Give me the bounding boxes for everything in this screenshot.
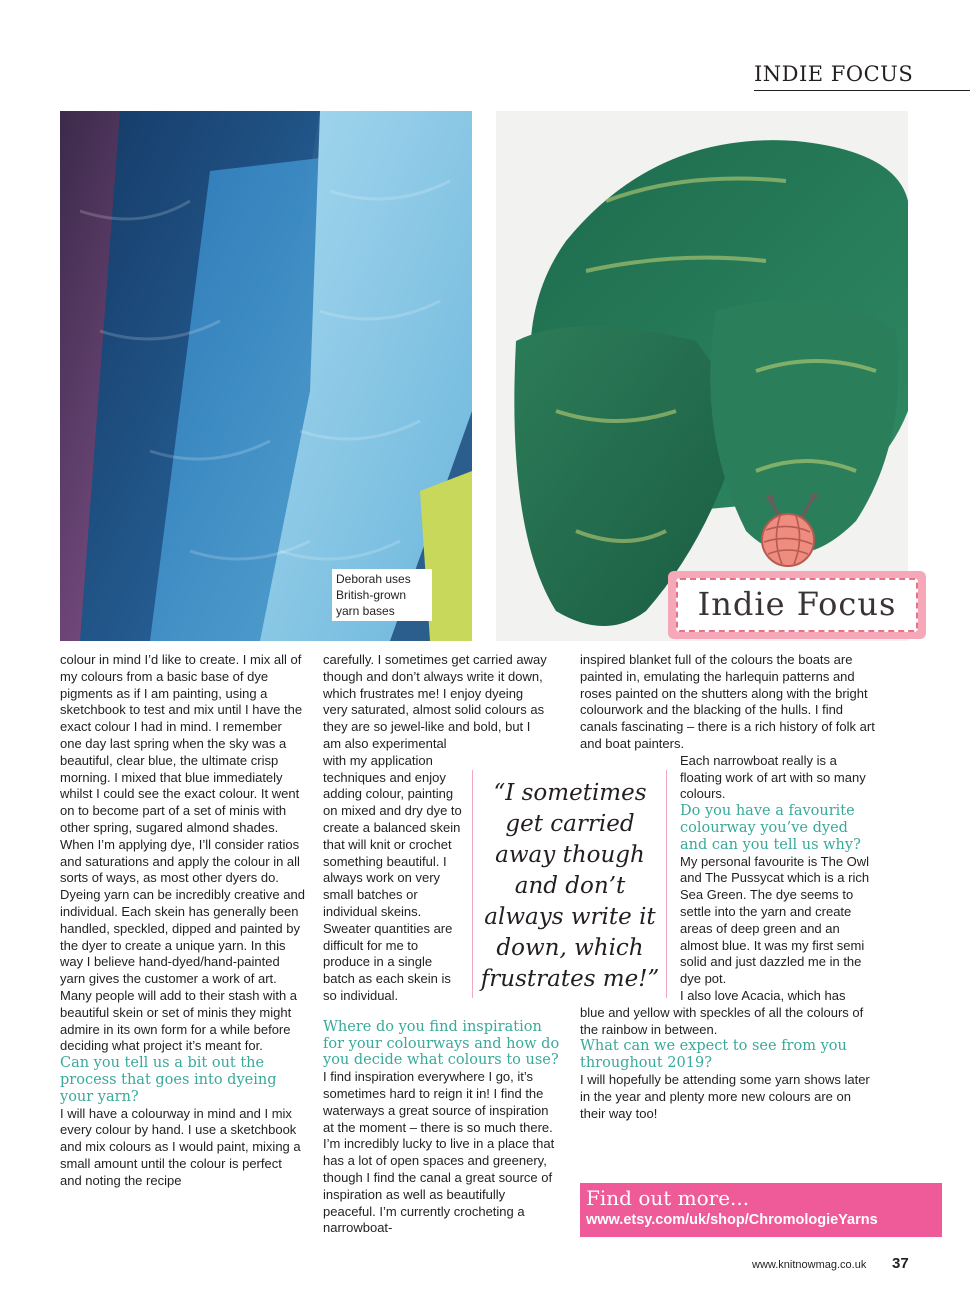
find-out-more-title: Find out more... xyxy=(586,1186,750,1210)
pull-quote: “I sometimes get carried away though and don’t always write it down, which frustrates me!” xyxy=(480,780,660,992)
blue-yarn-photo xyxy=(60,111,472,641)
body-paragraph: inspired blanket full of the colours the boats are painted in, emulating the harlequin patterns and roses painted on the shutters along with the bright colourwork and the blacking of the hulls. I find canals fascinating – there is a rich history of folk art and boat painters. xyxy=(580,652,875,751)
answer-continued-narrow: I also love Acacia, which has xyxy=(680,987,846,1003)
body-paragraph-narrow: with my application techniques and enjoy adding colour, painting on mixed and dry dye to create a balanced skein that will knit or crochet something beautiful. I always work on very small batches or individual skeins. Sweater quantities are difficult for me to produce in a single batch as each skein is so individual. xyxy=(323,752,462,1003)
yarn-ball-icon xyxy=(752,494,824,574)
question-heading: What can we expect to see from you throughout 2019? xyxy=(580,1038,847,1072)
question-heading: Do you have a favourite colourway you’ve dyed and can you tell us why? xyxy=(680,803,861,853)
pull-quote-rule xyxy=(472,770,473,998)
column-1 xyxy=(60,652,306,1190)
page-number: 37 xyxy=(892,1255,909,1272)
footer-website: www.knitnowmag.co.uk xyxy=(752,1259,867,1271)
answer-paragraph: I will have a colourway in mind and I mix every colour by hand. I use a sketchbook and mix colours as I would paint, mixing a small amount until the colour is perfect and noting the recipe xyxy=(60,1105,301,1188)
photo-caption: Deborah uses British-grown yarn bases xyxy=(332,569,432,621)
answer-paragraph: I find inspiration everywhere I go, it’s sometimes hard to reign it in! I find the waterways a great source of inspiration at the moment – there is so much there. I’m incredibly lucky to live in a place that has a lot of open spaces and greenery, though I find the canal a great source of inspiration as well as beautifully peaceful. I’m currently crocheting a narrowboat- xyxy=(323,1069,555,1236)
body-paragraph: colour in mind I’d like to create. I mix all of my colours from a basic base of dye pigments as if I am painting, using a sketchbook to test and mix until I have the exact colour I had in mind. I remember one day last spring when the sky was a beautiful, clear blue, the ultimate crisp morning. I mixed that blue immediately whilst I could see the exact colour. It went on to become part of a set of minis with other spring, sugared almond shades. When I’m applying dye, I’ll consider ratios and saturations and apply the colour in all sorts of ways, as most other dyers do. Dyeing yarn can be incredibly creative and individual. Each skein has generally been handled, speckled, dipped and painted by the dyer to create a unique yarn. In this way I believe hand-dyed/hand-painted yarn gives the customer a work of art. Many people will add to their stash with a beautiful skein or set of minis they might admire in its own form for a while before deciding what project it’s meant for. xyxy=(60,652,305,1054)
answer-paragraph: I will hopefully be attending some yarn shows later in the year and plenty more new colours are on their way too! xyxy=(580,1071,870,1121)
question-heading: Can you tell us a bit out the process that goes into dyeing your yarn? xyxy=(60,1055,277,1105)
find-out-more-box xyxy=(580,1183,942,1237)
body-paragraph: carefully. I sometimes get carried away though and don’t always write it down, which frustrates me! I enjoy dyeing very saturated, almost solid colours as they are so jewel-like and bold, but I am also experimental xyxy=(323,652,547,751)
badge-title: Indie Focus xyxy=(697,585,897,623)
section-label: INDIE FOCUS xyxy=(754,62,914,86)
body-paragraph-narrow: Each narrowboat really is a floating work of art with so many colours. xyxy=(680,752,866,802)
shop-link[interactable]: www.etsy.com/uk/shop/ChromologieYarns xyxy=(586,1212,878,1228)
answer-paragraph-narrow: My personal favourite is The Owl and The Pussycat which is a rich Sea Green. The dye seems to settle into the yarn and create areas of deep green and an almost blue. It was my first semi solid and just dazzled me in the dye pot. xyxy=(680,853,870,987)
column-3 xyxy=(580,652,878,1122)
green-yarn-photo xyxy=(496,111,908,641)
question-heading: Where do you find inspiration for your colourways and how do you decide what colours to use? xyxy=(323,1018,560,1069)
answer-continued: blue and yellow with speckles of all the colours of the rainbow in between. xyxy=(580,1004,864,1037)
indie-focus-badge xyxy=(668,571,926,639)
section-rule xyxy=(754,90,970,91)
